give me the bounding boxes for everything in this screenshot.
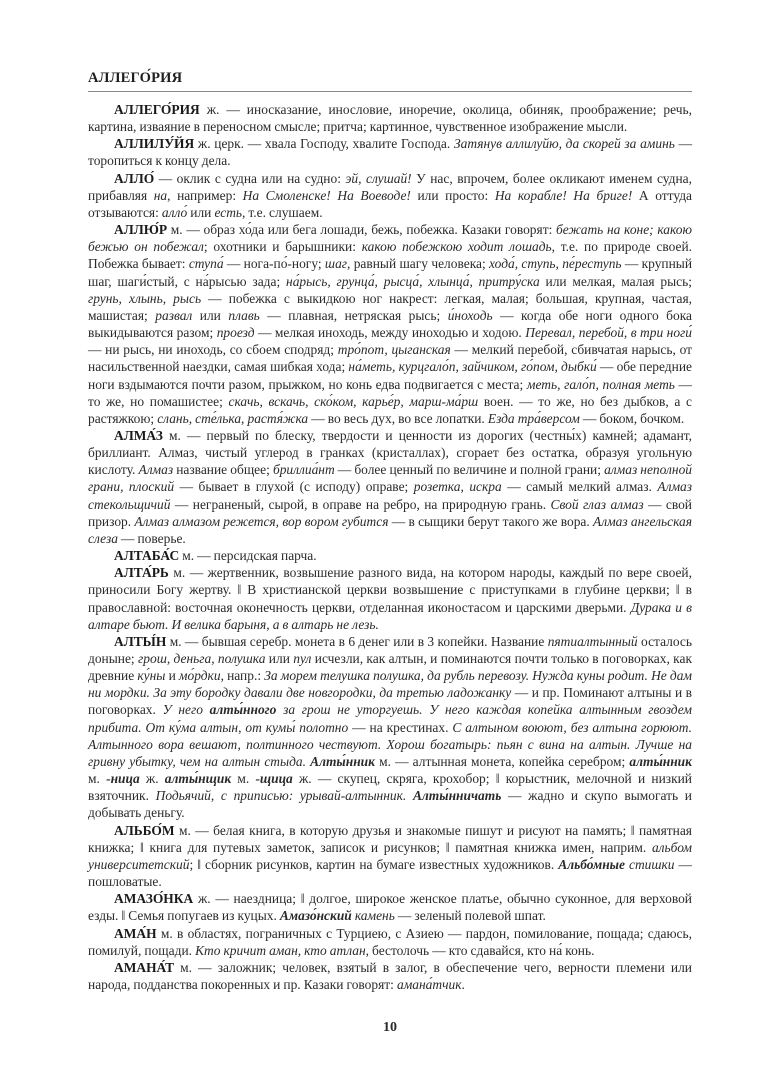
headword: АМАНА́Т — [114, 959, 175, 975]
definition-text: . — [461, 976, 465, 992]
italic-text: альбом университетский — [88, 839, 692, 872]
italic-text: Алмаз алмазом режется, вор вором губится — [134, 513, 389, 529]
dictionary-entries — [88, 101, 692, 993]
definition-text: ж. — [139, 771, 165, 787]
italic-text: Алмаз — [138, 462, 174, 478]
italic-text: ку́ны — [137, 668, 166, 684]
headword: АЛЛЕГО́РИЯ — [114, 102, 200, 117]
definition-text: — пошловатые. — [88, 856, 692, 890]
italic-text: У него — [162, 702, 210, 718]
italic-text: пятиалтынный — [547, 633, 638, 649]
page-body — [88, 101, 692, 1077]
definition-text: м. — образ хо́да или бега лошади, бежь, побежка. Казаки говорят: — [167, 222, 557, 238]
headword: АЛЛЮ́Р — [114, 222, 168, 238]
definition-text: — ни рысь, ни иноходь, со сбоем сподряд; — [88, 342, 338, 358]
italic-text: искра — [469, 479, 502, 495]
definition-text: , т.е. слушаем. — [242, 204, 323, 220]
definition-text: — жадно и скупо вымогать и добывать деньгу. — [88, 788, 692, 821]
definition-text: , например: — [167, 187, 243, 203]
definition-text: — свой призор. — [88, 496, 692, 529]
definition-text: , напр.: — [220, 668, 265, 684]
dictionary-entry — [88, 101, 692, 135]
definition-text: — побежка с выкидкою ног накрест: легкая, малая; большая, крупная, частая, машистая; — [88, 290, 692, 323]
italic-text: какою побежкою ходит лошадь — [361, 239, 552, 255]
definition-text: м. — первый по блеску, твердости и ценности из дорогих (честны́х) камней; адамант, бриллиант. Алмаз, чистый углерод в гранках (кристаллах), сгорает без остатка, образуя угольную кислоту. — [88, 427, 692, 478]
italic-text: алло́ — [161, 204, 188, 220]
italic-text: бежать на коне; какою бежью он побежал — [88, 222, 692, 255]
italic-text: Дурака и в алтаре бьют. И велика барыня, а в алтарь не лезь. — [88, 599, 692, 632]
italic-text: мо́рдки — [178, 668, 221, 684]
italic-text: розетка — [413, 479, 461, 495]
definition-text: или — [187, 204, 215, 220]
dictionary-entry — [88, 890, 692, 924]
bold-italic-term: алты́нщик — [164, 771, 232, 787]
italic-text: Алмаз ангельская слеза — [88, 513, 693, 546]
definition-text: — во весь дух, во все лопатки. — [308, 410, 488, 426]
definition-text: м. — [88, 771, 107, 787]
italic-text: Кто кричит аман, кто атлан — [195, 942, 366, 958]
dictionary-entry — [88, 547, 692, 564]
dictionary-entry — [88, 633, 692, 822]
headword: АМА́Н — [114, 925, 157, 941]
definition-text: м. — заложник; человек, взятый в залог, в обеспечение чего, верности племени или народа, подданства покоренных и пр. Казаки говорят: — [88, 959, 692, 992]
italic-text: ступа́ — [188, 256, 224, 272]
dictionary-entry — [88, 959, 692, 993]
definition-text: — и пр. Поминают алтыны и в поговорках. — [88, 685, 693, 718]
italic-text: На корабле! На бриге! — [494, 187, 633, 203]
definition-text: — мелкая иноходь, между иноходью и ходою. — [254, 325, 526, 341]
definition-text: название общее; — [173, 462, 273, 478]
italic-text: эй, слушай! — [345, 170, 412, 186]
definition-text: , — [460, 479, 470, 495]
italic-text: грунь, хлынь, рысь — [88, 290, 202, 306]
italic-text: слань, сте́лька, растя́жка — [157, 410, 309, 426]
italic-text: скачь, вскачь, ско́ком, карье́р, марш-ма́рш — [228, 393, 479, 409]
italic-text: хода́, ступь, пе́реступь — [489, 256, 622, 272]
italic-text: стишки — [624, 856, 675, 872]
italic-text: амана́тчик — [396, 976, 462, 992]
definition-text: исчезли, как алтын, и поминаются почти только в поговорках, как древние — [88, 651, 692, 684]
definition-text: или просто: — [410, 187, 495, 203]
bold-italic-term: Алты́нник — [310, 753, 375, 769]
bold-italic-term: алты́нного — [209, 702, 277, 718]
definition-text: — самый мелкий алмаз. — [501, 479, 658, 495]
bold-italic-term: -ница — [106, 771, 140, 787]
definition-text: ; охотники и барышники: — [203, 239, 362, 255]
italic-text: С алтыном воюют, без алтына горюют. Алтынного вора вешают, полтинного чествуют. Хорош богатырь: пьян с вина на алтын. Лучше на гривну убытку, чем на алтын стыда. — [88, 719, 693, 769]
definition-text: — неграненый, сырой, в оправе на ребро, на природную грань. — [170, 496, 551, 512]
definition-text: — зеленый полевой шпат. — [394, 908, 546, 924]
italic-text: развал — [155, 307, 193, 323]
italic-text: тро́пот, цыганская — [337, 342, 451, 358]
definition-text: м. — алтынная монета, копейка серебром; — [374, 753, 630, 769]
dictionary-entry — [88, 170, 692, 221]
italic-text: грош, деньга, полушка — [138, 651, 266, 666]
definition-text: м. — жертвенник, возвышение разного вида, на котором народы, каждый по вере своей, приносили Богу жертву. ‖ В христианской церкви возвышение с приступками в глубине церкви; ‖ в православной: восточная оконечность церкви, отделанная иконостасом и царскими дверьми. — [88, 565, 692, 615]
definition-text: У нас, впрочем, более окликают именем судна, прибавляя — [88, 170, 692, 203]
definition-text: — оклик с судна или на судно: — [154, 170, 346, 186]
definition-text: — поверье. — [117, 530, 186, 546]
definition-text: — в сыщики берут такого же вора. — [388, 513, 594, 529]
definition-text: ж. — наездница; ‖ долгое, широкое женское платье, обычно суконное, для верховой езды. ‖ Семья попугаев из куцых. — [88, 891, 692, 924]
bold-italic-term: Алты́нничать — [412, 788, 502, 804]
italic-text: бриллиа́нт — [272, 462, 335, 478]
definition-text: — плавная, нетряская рысь; — [259, 307, 448, 323]
definition-text: — на крестинах. — [348, 719, 453, 735]
bold-italic-term: алты́нник — [629, 753, 692, 769]
definition-text: А оттуда отзываются: — [88, 187, 692, 220]
definition-text: ж. — иносказание, инословие, иноречие, околица, обиняк, проображение; речь, картина, изваяние в переносном смысле; притча; картинное, чувственное изображение мысли. — [88, 102, 692, 135]
running-head: АЛЛЕГО́РИЯ — [88, 70, 692, 92]
dictionary-entry — [88, 822, 692, 891]
italic-text: Перевал, перебой, в три ноги́ — [525, 325, 693, 341]
italic-text: Алмаз стекольщичий — [88, 479, 692, 512]
definition-text: м. — бывшая серебр. монета в 6 денег или в 3 копейки. Название — [166, 633, 548, 649]
definition-text: — обе передние ноги вздымаются почти разом, прыжком, но конь едва подвигается с места; — [88, 359, 692, 392]
definition-text: — бывает в глухой (с исподу) оправе; — [174, 479, 414, 495]
dictionary-entry — [88, 427, 692, 547]
bold-italic-term: -щица — [255, 771, 293, 787]
italic-text: Езда тра́версом — [487, 410, 580, 426]
definition-text: осталось доныне; — [88, 633, 692, 666]
italic-text: шаг — [324, 256, 348, 272]
page-number: 10 — [383, 1020, 397, 1036]
italic-text: За морем телушка полушка, да рубль перевозу. Нужда куны родит. Не дам ни мордки. За эту бородку давали две новгородки, да третью ладожанку — [88, 668, 692, 701]
definition-text: — то же, но помашистее; — [88, 376, 692, 409]
italic-text: проезд — [216, 325, 255, 341]
headword: АЛЬБО́М — [114, 822, 175, 838]
italic-text: на — [153, 187, 168, 203]
definition-text: , т.е. по природе своей. Побежка бывает: — [88, 239, 693, 272]
headword: АЛТЫ́Н — [114, 633, 167, 649]
definition-text: — более ценный по величине и полной грани; — [334, 462, 605, 478]
headword: АЛМА́З — [114, 427, 163, 443]
definition-text: — когда обе ноги одного бока выкидываются разом; — [88, 307, 692, 341]
italic-text: меть, гало́п, полная меть — [526, 376, 675, 392]
headword: АЛЛО́ — [114, 170, 155, 186]
definition-text: — крупный шаг, шаги́стый, с на́рысью зада; — [88, 256, 693, 289]
italic-text: Затянув аллилуйю, да скорей за аминь — [453, 136, 675, 152]
headword: АЛЛИЛУ́ЙЯ — [114, 136, 195, 152]
definition-text: м. в областях, пограничных с Турциею, с Азиею — пардон, помилование, пощада; сдаюсь, помилуй, пощади. — [88, 925, 692, 958]
bold-italic-term: Амазо́нский — [279, 908, 352, 924]
definition-text: воен. — то же, но без дыбков, а с растяжкою; — [88, 393, 693, 426]
bold-italic-term: Альбо́мные — [558, 856, 625, 872]
italic-text: Свой глаз алмаз — [550, 496, 644, 512]
dictionary-entry — [88, 135, 692, 169]
italic-text: и́ноходь — [447, 307, 493, 323]
italic-text: на́меть, курцгало́п, зайчиком, го́пом, дыбки́ — [348, 359, 597, 375]
definition-text: и — [165, 668, 179, 684]
definition-text: , бестолочь — кто сдавайся, кто на́ конь. — [365, 942, 595, 958]
definition-text: — торопиться к концу дела. — [88, 136, 693, 169]
definition-text: ; ‖ сборник рисунков, картин на бумаге известных художников. — [189, 856, 559, 872]
italic-text: На Смоленске! На Воеводе! — [242, 187, 411, 203]
definition-text: м. — персидская парча. — [179, 548, 317, 564]
definition-text: ж. церк. — хвала Господу, хвалите Господа. — [194, 136, 454, 152]
definition-text: или — [265, 651, 294, 666]
italic-text: камень — [351, 908, 395, 924]
italic-text: алмаз неполной грани, плоский — [88, 462, 693, 495]
dictionary-entry — [88, 925, 692, 959]
italic-text: плавь — [228, 307, 260, 323]
definition-text: м. — [231, 771, 256, 787]
headword: АМАЗО́НКА — [114, 891, 194, 907]
dictionary-entry — [88, 564, 692, 633]
italic-text: пул — [293, 651, 312, 666]
dictionary-entry — [88, 221, 692, 427]
definition-text: м. — белая книга, в которую друзья и знакомые пишут и рисуют на память; ‖ памятная книжка; ‖ книга для путевых заметок, записок и рисунков; ‖ памятная книжка имен, наприм. — [88, 822, 692, 855]
definition-text: — нога-по́-ногу; — [223, 256, 325, 272]
italic-text: Подьячий, с приписью: урывай-алтынник. — [155, 788, 413, 804]
headword: АЛТА́РЬ — [114, 565, 169, 581]
italic-text: есть — [214, 204, 243, 220]
headword: АЛТАБА́С — [114, 548, 180, 564]
definition-text: , равный шагу человека; — [347, 256, 490, 272]
definition-text: ж. — скупец, скряга, крохобор; ‖ корыстник, мелочной и низкий взяточник. — [88, 771, 692, 804]
definition-text: или мелкая, малая рысь; — [539, 273, 692, 289]
definition-text: или — [192, 307, 229, 323]
italic-text: за грош не уторгуешь. У него каждая копейка алтынным гвоздем прибита. От ку́ма алтын, от кумы́ полотно — [88, 702, 692, 735]
italic-text: на́рысь, грунца́, рысца́, хлынца́, притру́ска — [286, 273, 540, 289]
definition-text: — боком, бочком. — [579, 410, 685, 426]
definition-text: — мелкий перебой, сбивчатая нарысь, от насильственной наездки, самая шибкая хода; — [88, 342, 692, 375]
